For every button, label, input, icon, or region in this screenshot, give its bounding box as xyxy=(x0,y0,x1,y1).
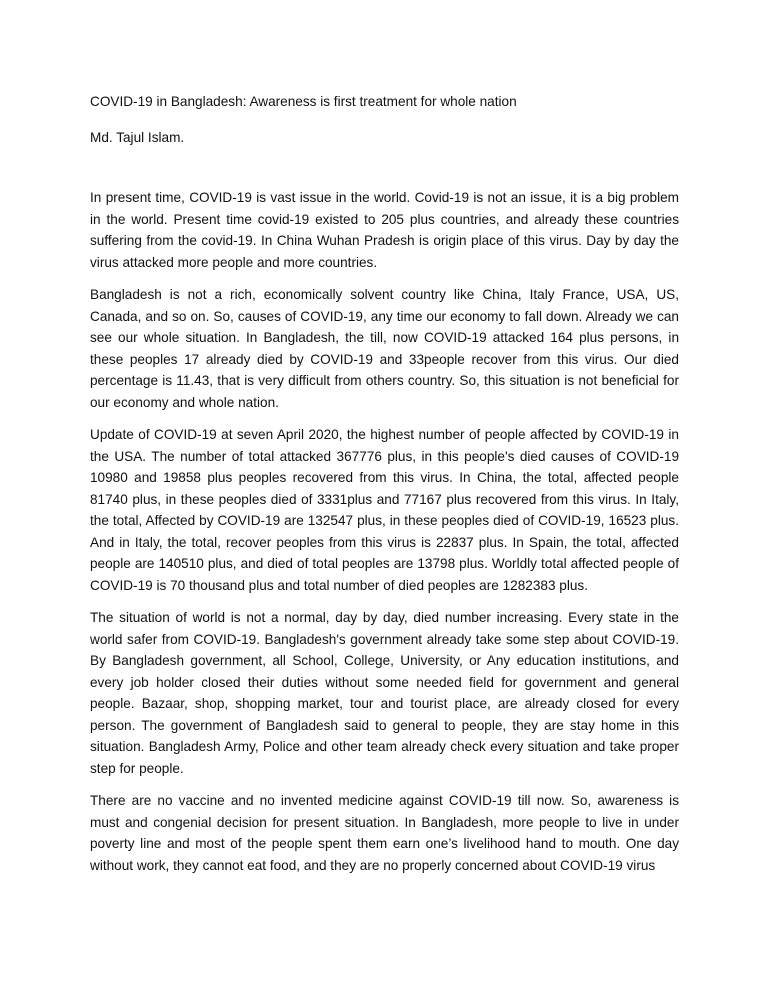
document-author: Md. Tajul Islam. xyxy=(90,129,185,145)
paragraph: The situation of world is not a normal, day by day, died number increasing. Every state in the world safer from COVID-19. Bangladesh's government already take some step about COVID-19. By Bangladesh government, all School, College, University, or Any education institutions, and every job holder closed their duties without some needed field for government and general people. Bazaar, shop, shopping market, tour and tourist place, are already closed for every person. The government of Bangladesh said to general to people, they are stay home in this situation. Bangladesh Army, Police and other team already check every situation and take proper step for people. xyxy=(90,610,679,776)
document-content xyxy=(90,91,679,887)
paragraph: In present time, COVID-19 is vast issue in the world. Covid-19 is not an issue, it is a big problem in the world. Present time covid-19 existed to 205 plus countries, and already these countries suffering from the covid-19. In China Wuhan Pradesh is origin place of this virus. Day by day the virus attacked more people and more countries. xyxy=(90,190,679,270)
paragraph: There are no vaccine and no invented medicine against COVID-19 till now. So, awareness is must and congenial decision for present situation. In Bangladesh, more people to live in under poverty line and most of the people spent them earn one’s livelihood hand to mouth. One day without work, they cannot eat food, and they are no properly concerned about COVID-19 virus xyxy=(90,793,679,873)
document-body xyxy=(90,187,679,876)
paragraph: Bangladesh is not a rich, economically solvent country like China, Italy France, USA, US, Canada, and so on. So, causes of COVID-19, any time our economy to fall down. Already we can see our whole situation. In Bangladesh, the till, now COVID-19 attacked 164 plus persons, in these peoples 17 already died by COVID-19 and 33people recover from this virus. Our died percentage is 11.43, that is very difficult from others country. So, this situation is not beneficial for our economy and whole nation. xyxy=(90,287,679,410)
paragraph: Update of COVID-19 at seven April 2020, the highest number of people affected by COVID-19 in the USA. The number of total attacked 367776 plus, in this people's died causes of COVID-19 10980 and 19858 plus peoples recovered from this virus. In China, the total, affected people 81740 plus, in these peoples died of 3331plus and 77167 plus recovered from this virus. In Italy, the total, Affected by COVID-19 are 132547 plus, in these peoples died of COVID-19, 16523 plus. And in Italy, the total, recover peoples from this virus is 22837 plus. In Spain, the total, affected people are 140510 plus, and died of total peoples are 13798 plus. Worldly total affected people of COVID-19 is 70 thousand plus and total number of died peoples are 1282383 plus. xyxy=(90,427,679,593)
document-title: COVID-19 in Bangladesh: Awareness is first treatment for whole nation xyxy=(90,94,517,109)
